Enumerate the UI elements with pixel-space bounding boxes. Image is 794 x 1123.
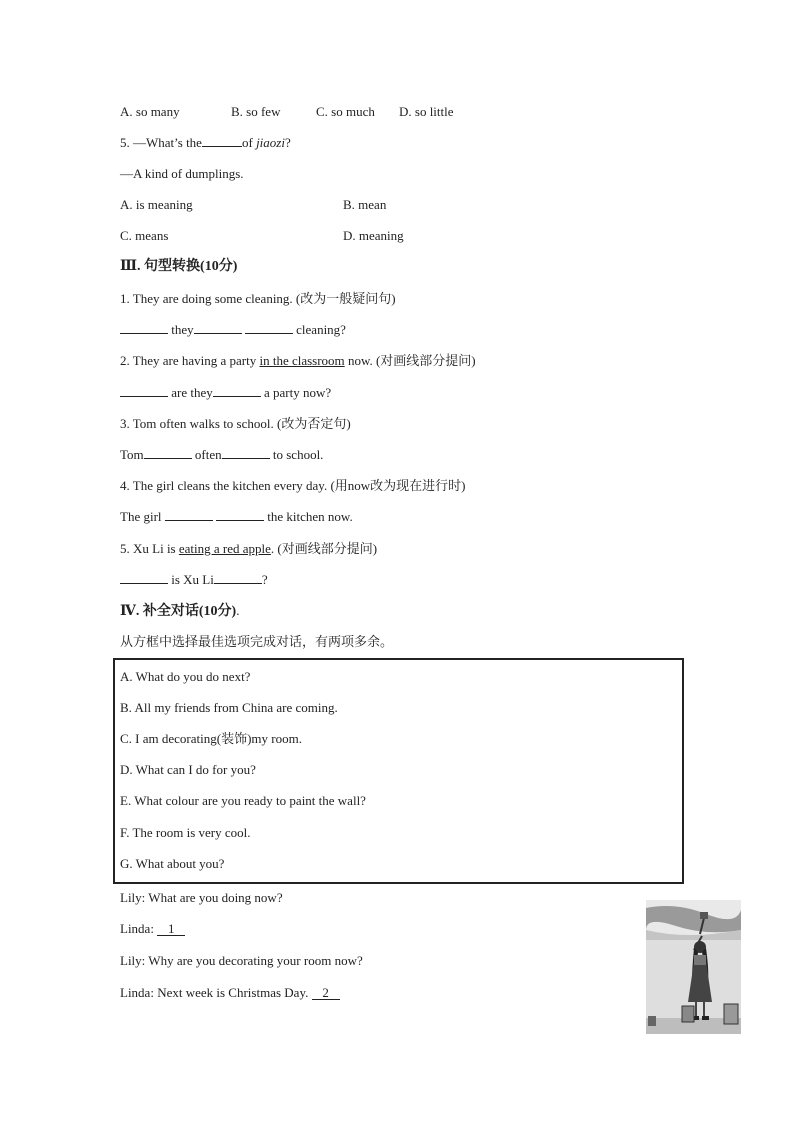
q4-option-d: D. so little [399,104,454,119]
speaker: Linda: [120,921,154,936]
q4-option-b: B. so few [231,104,281,119]
s3-q2-ans-text2: a party now? [264,385,332,400]
s3-q5-underlined: eating a red apple [178,541,271,556]
s3-q1: 1. They are doing some cleaning. (改为一般疑问句) [120,291,396,306]
speaker: Lily: [120,953,146,968]
option-d: D. What can I do for you? [120,762,256,777]
option-c: C. I am decorating(装饰)my room. [120,731,302,746]
blank [120,385,168,397]
dialogue-text: Next week is Christmas Day. [157,985,309,1000]
s3-q2-text: 2. They are having a party [120,353,260,368]
blank [213,385,261,397]
dialogue-line-1 [120,890,283,906]
s3-q1-text2: cleaning? [296,322,346,337]
blank [120,322,168,334]
q5-option-a: A. is meaning [120,197,193,212]
section4-title-line [120,603,239,620]
s3-q2-text2: now. (对画线部分提问) [344,353,476,368]
dialogue-line-2 [120,921,185,937]
speaker: Lily: [120,890,146,905]
option-g: G. What about you? [120,856,225,871]
speaker: Linda: [120,985,154,1000]
s3-q3-ans-text2: to school. [272,447,324,462]
blank [165,509,213,521]
blank [194,322,242,334]
option-e: E. What colour are you ready to paint the wall? [120,793,366,808]
s3-q3: 3. Tom often walks to school. (改为否定句) [120,416,351,431]
s3-q5 [120,541,377,557]
option-b: B. All my friends from China are coming. [120,700,338,715]
option-f: F. The room is very cool. [120,825,251,840]
s3-q5-answer-line [120,572,268,588]
dialogue-text: Why are you decorating your room now? [148,953,363,968]
q5-blank [202,135,242,147]
blank [216,509,264,521]
blank [120,572,168,584]
dialogue-line-4 [120,985,340,1001]
s3-q4-ans-text: the kitchen now. [267,509,353,524]
dialogue-text: What are you doing now? [148,890,283,905]
section4-title-suffix: . [236,603,240,618]
q5-answer: —A kind of dumplings. [120,166,244,181]
s3-q5-ans-text: is Xu Li [171,572,214,587]
blank [245,322,293,334]
dialogue-line-3 [120,953,363,969]
s3-q1-answer-line [120,322,346,338]
blank [214,572,262,584]
s3-q3-answer-line [120,447,323,463]
blank [144,447,192,459]
s3-q5-text: 5. Xu Li is [120,541,179,556]
q5-option-b: B. mean [343,197,387,212]
answer-blank-2: 2 [312,986,340,1000]
section4-title: Ⅳ. 补全对话(10分) [120,604,237,619]
s3-q2-answer-line [120,385,331,401]
blank [222,447,270,459]
s3-q2 [120,353,476,369]
s3-q4-answer-line [120,509,353,525]
q4-option-a: A. so many [120,104,180,119]
s3-q2-underlined: in the classroom [259,353,345,368]
s3-q1-text: they [171,322,194,337]
s3-q3-ans-text0: Tom [120,447,144,462]
section3-title: Ⅲ. 句型转换(10分) [120,259,238,274]
q5-prefix: 5. —What’s the [120,135,202,150]
s3-q3-ans-text: often [194,447,222,462]
option-a: A. What do you do next? [120,669,251,684]
girl-painting-illustration [646,900,741,1034]
q5-word: jiaozi [256,135,285,150]
section4-instruction: 从方框中选择最佳选项完成对话，有两项多余。 [120,634,394,649]
s3-q2-ans-text: are they [171,385,213,400]
s3-q5-text2: . (对画线部分提问) [270,541,378,556]
q5-option-d: D. meaning [343,228,404,243]
s3-q5-ans-text2: ? [261,572,268,587]
answer-blank-1: 1 [157,922,185,936]
s3-q4-ans-text0: The girl [120,509,162,524]
q5-option-c: C. means [120,228,169,243]
q5-suffix: ? [284,135,291,150]
s3-q4: 4. The girl cleans the kitchen every day. (用now改为现在进行时) [120,478,466,493]
q5-of: of [241,135,253,150]
q5-question [120,135,291,151]
q4-option-c: C. so much [316,104,375,119]
